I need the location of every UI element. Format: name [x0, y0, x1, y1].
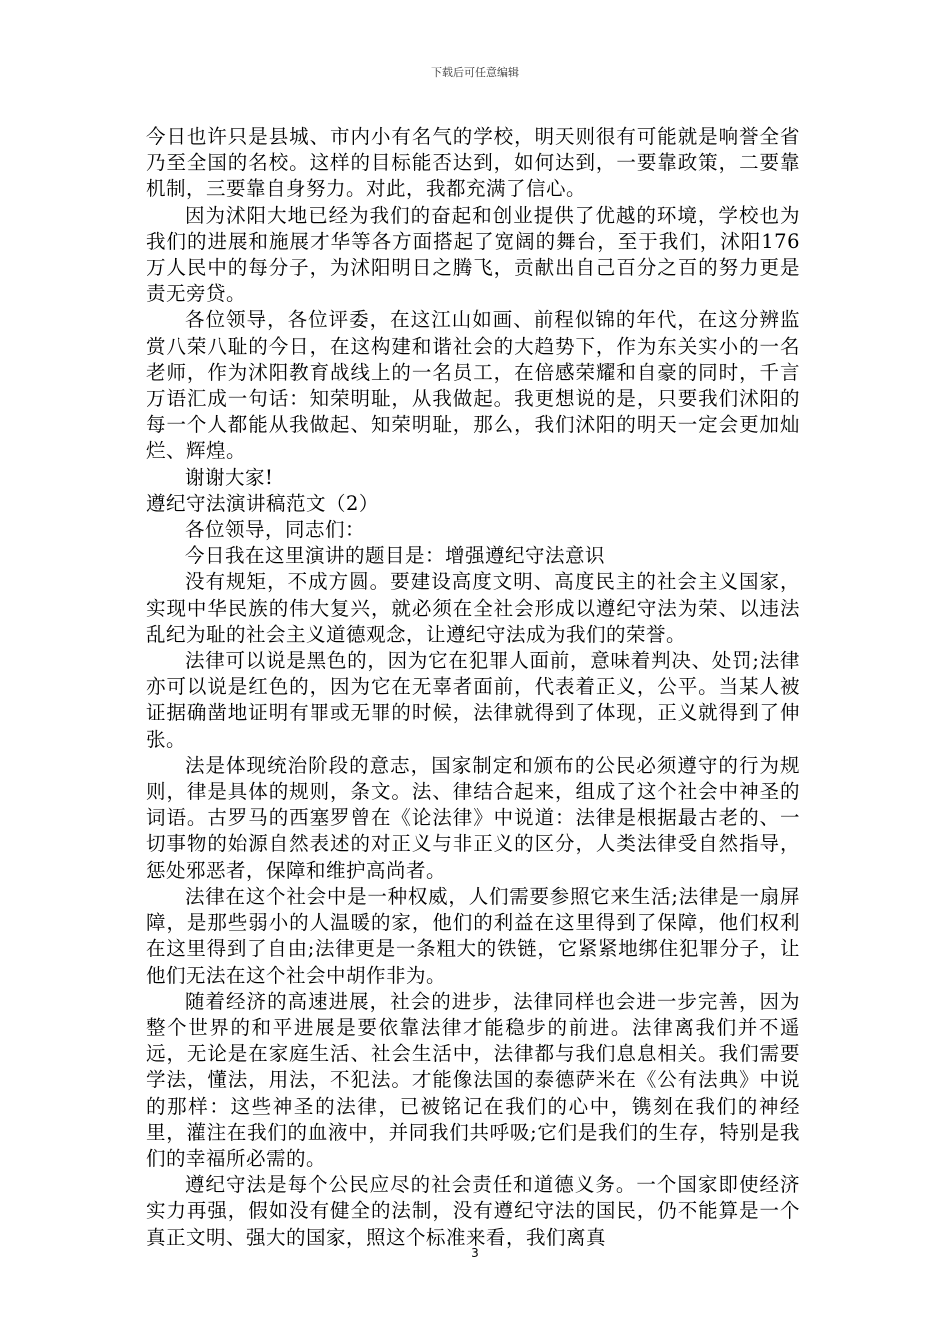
- paragraph: 因为沭阳大地已经为我们的奋起和创业提供了优越的环境，学校也为我们的进展和施展才华等各方面搭起了宽阔的舞台，至于我们，沭阳176万人民中的每分子，为沭阳明日之腾飞，贡献出自己百分之百的努力更是责无旁贷。: [146, 203, 800, 306]
- paragraph: 今日我在这里演讲的题目是：增强遵纪守法意识: [185, 544, 606, 568]
- paragraph: 法是体现统治阶段的意志，国家制定和颁布的公民必须遵守的行为规则，律是具体的规则，条文。法、律结合起来，组成了这个社会中神圣的词语。古罗马的西塞罗曾在《论法律》中说道：法律是根据最古老的、一切事物的始源自然表述的对正义与非正义的区分，人类法律受自然指导，惩处邪恶者，保障和维护高尚者。: [146, 753, 800, 882]
- page-header: 下载后可任意编辑: [431, 66, 519, 79]
- section-title: 遵纪守法演讲稿范文（2）: [146, 491, 379, 515]
- paragraph: 法律在这个社会中是一种权威，人们需要参照它来生活;法律是一扇屏障，是那些弱小的人温暖的家，他们的利益在这里得到了保障，他们权利在这里得到了自由;法律更是一条粗大的铁链，它紧紧地绑住犯罪分子，让他们无法在这个社会中胡作非为。: [146, 884, 800, 987]
- page-number: 3: [471, 1246, 479, 1260]
- paragraph: 谢谢大家!: [185, 465, 274, 489]
- paragraph: 没有规矩，不成方圆。要建设高度文明、高度民主的社会主义国家，实现中华民族的伟大复兴，就必须在全社会形成以遵纪守法为荣、以违法乱纪为耻的社会主义道德观念，让遵纪守法成为我们的荣誉。: [146, 570, 800, 646]
- document-body: [146, 124, 800, 1251]
- paragraph: 法律可以说是黑色的，因为它在犯罪人面前，意味着判决、处罚;法律亦可以说是红色的，因为它在无辜者面前，代表着正义，公平。当某人被证据确凿地证明有罪或无罪的时候，法律就得到了体现，正义就得到了伸张。: [146, 649, 800, 751]
- paragraph: 随着经济的高速进展，社会的进步，法律同样也会进一步完善，因为整个世界的和平进展是要依靠法律才能稳步的前进。法律离我们并不遥远，无论是在家庭生活、社会生活中，法律都与我们息息相关。我们需要学法，懂法，用法，不犯法。才能像法国的泰德萨米在《公有法典》中说的那样：这些神圣的法律，已被铭记在我们的心中，镌刻在我们的神经里，灌注在我们的血液中，并同我们共呼吸;它们是我们的生存，特别是我们的幸福所必需的。: [146, 989, 800, 1170]
- paragraph: 遵纪守法是每个公民应尽的社会责任和道德义务。一个国家即使经济实力再强，假如没有健全的法制，没有遵纪守法的国民，仍不能算是一个真正文明、强大的国家，照这个标准来看，我们离真: [146, 1173, 800, 1249]
- paragraph: 今日也许只是县城、市内小有名气的学校，明天则很有可能就是响誉全省乃至全国的名校。这样的目标能否达到，如何达到，一要靠政策，二要靠机制，三要靠自身努力。对此，我都充满了信心。: [146, 125, 800, 201]
- paragraph: 各位领导，同志们：: [185, 518, 366, 542]
- paragraph: 各位领导，各位评委，在这江山如画、前程似锦的年代，在这分辨监赏八荣八耻的今日，在这构建和谐社会的大趋势下，作为东关实小的一名老师，作为沭阳教育战线上的一名员工，在倍感荣耀和自豪的同时，千言万语汇成一句话：知荣明耻，从我做起。我更想说的是，只要我们沭阳的每一个人都能从我做起、知荣明耻，那么，我们沭阳的明天一定会更加灿烂、辉煌。: [146, 308, 800, 463]
